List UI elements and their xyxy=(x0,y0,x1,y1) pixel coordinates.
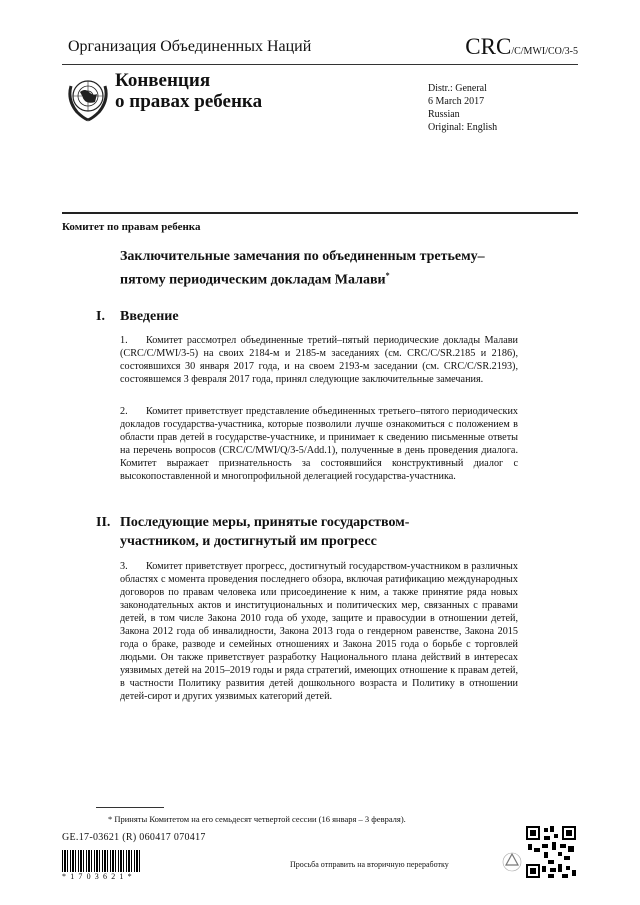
section-number: I. xyxy=(96,309,105,324)
convention-line2: о правах ребенка xyxy=(115,91,263,112)
paragraph-number: 3. xyxy=(120,561,128,572)
paragraph-text: Комитет приветствует представление объединенных третьего–пятого периодических докладов государства-участника, которые позволили лучше ознакомиться с положением в области прав детей в государстве-участнике, и принимает к сведению письменные ответы на перечень вопросов (CRC/C/MWI/Q/3-5/Add.1), полученные в день проведения диалога. Комитет выражает признательность за состоявшийся конструктивный диалог с высокопоставленной и многопрофильной делегацией государства-участника. xyxy=(120,406,518,482)
job-number: GE.17-03621 (R) 060417 070417 xyxy=(62,832,206,843)
paragraph-text: Комитет приветствует прогресс, достигнутый государством-участником в различных областях с момента проведения последнего обзора, включая ратификацию международных договоров по правам человека или присоединение к ним, а также принятие ряда новых законодательных актов и институциональных и политических мер, связанных с правами детей, в том числе Закона 2010 года об уходе, защите и правосудии в отношении детей, Закона 2012 года об инвалидности, Закона 2013 года о гендерном равенстве, Закона 2015 года о браке, разводе и семейных отношениях и Закона 2015 года о борьбе с торговлей людьми. Он также приветствует разработку Национального плана действий в интересах уязвимых детей на 2015–2019 годы и ряда стратегий, имеющих отношение к правам детей, в частности Политику развития детей дошкольного возраста и Политику в отношении детей-сирот и других уязвимых категорий детей. xyxy=(120,561,518,702)
convention-title xyxy=(115,70,262,112)
recycle-note: Просьба отправить на вторичную переработку xyxy=(290,860,449,869)
recycle-icon xyxy=(502,852,522,872)
paragraph-number: 1. xyxy=(120,335,128,346)
symbol-main: CRC xyxy=(465,34,512,59)
barcode-number: *1703621* xyxy=(62,872,136,881)
barcode-icon xyxy=(62,850,140,872)
distribution-info xyxy=(428,82,497,134)
document-title xyxy=(120,247,520,290)
footnote-rule xyxy=(96,807,164,808)
language: Russian xyxy=(428,109,460,120)
section-number: II. xyxy=(96,515,111,530)
section-title: Введение xyxy=(120,309,179,324)
date: 6 March 2017 xyxy=(428,96,485,107)
distr: Distr.: General xyxy=(428,83,487,94)
un-emblem-icon xyxy=(66,74,110,124)
document-symbol xyxy=(465,34,578,60)
paragraph-number: 2. xyxy=(120,406,128,417)
paragraph-text: Комитет рассмотрел объединенные третий–пятый периодические доклады Малави (CRC/C/MWI/3-5) на своих 2184-м и 2185-м заседаниях (см. CRC/C/SR.2185 и 2186), состоявшихся 30 января 2017 года, и на своем 2193-м заседании (см. CRC/C/SR.2193), состоявшемся 3 февраля 2017 года, принял следующие заключительные замечания. xyxy=(120,335,518,385)
convention-line1: Конвенция xyxy=(115,70,211,91)
footnote: * Приняты Комитетом на его семьдесят четвертой сессии (16 января – 3 февраля). xyxy=(108,814,406,824)
paragraph xyxy=(120,405,518,483)
qr-code-icon xyxy=(526,826,576,878)
title-text: Заключительные замечания по объединенным третьему–пятому периодическим докладам Малави xyxy=(120,249,485,288)
symbol-sub: /C/MWI/CO/3-5 xyxy=(511,46,578,57)
original-language: Original: English xyxy=(428,122,498,133)
paragraph xyxy=(120,560,518,703)
section-heading xyxy=(96,307,520,326)
section-heading xyxy=(96,513,470,551)
header-rule xyxy=(62,64,578,65)
paragraph xyxy=(120,334,518,386)
section-title: Последующие меры, принятые государством-участником, и достигнутый им прогресс xyxy=(120,515,410,549)
footnote-mark: * xyxy=(385,271,390,280)
thick-rule xyxy=(62,212,578,214)
committee-name: Комитет по правам ребенка xyxy=(62,221,201,233)
organization-name: Организация Объединенных Наций xyxy=(68,38,312,55)
